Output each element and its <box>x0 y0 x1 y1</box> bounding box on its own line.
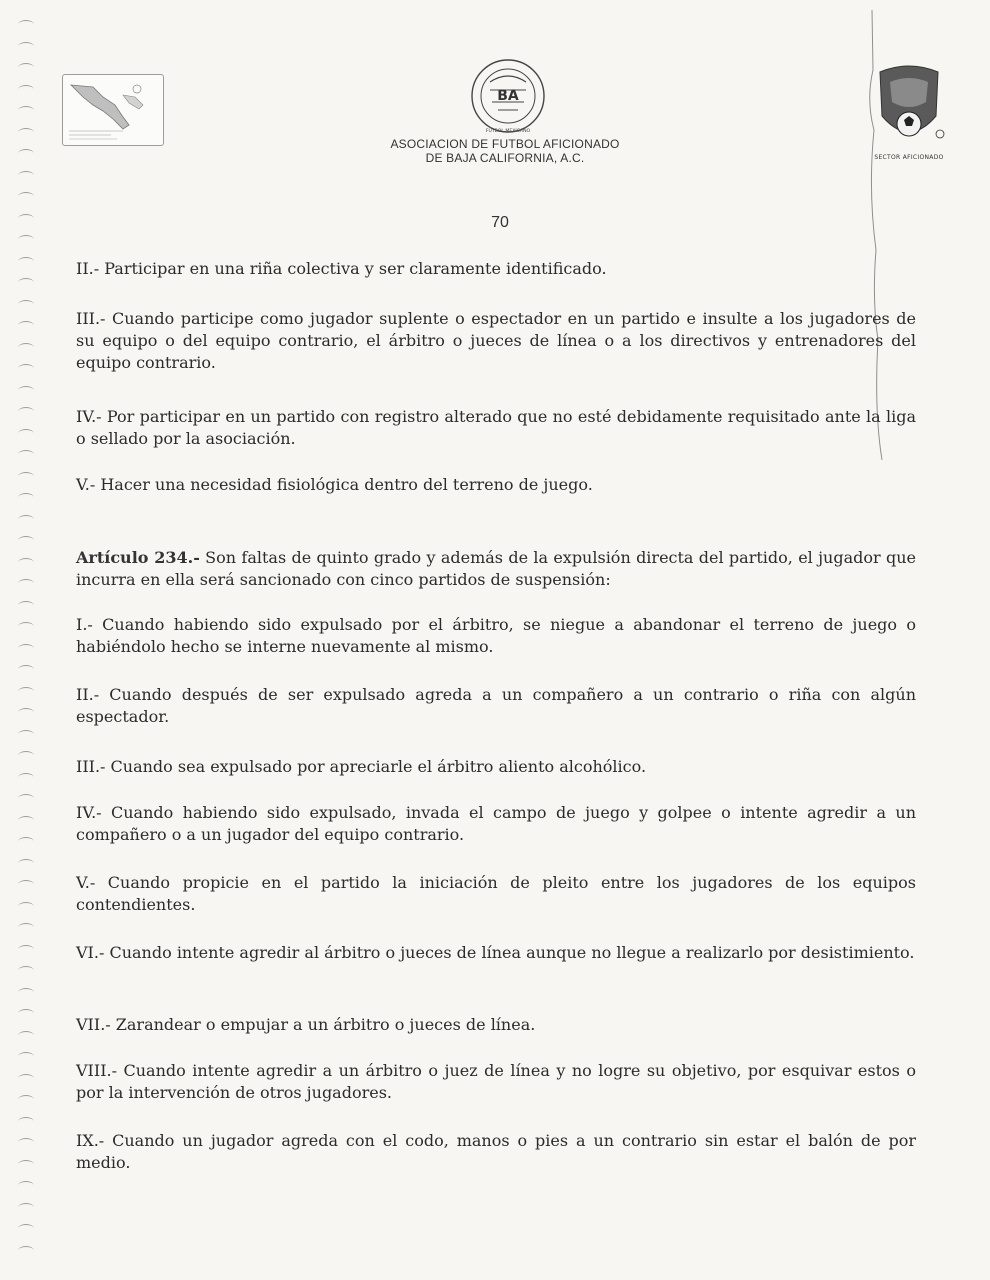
paragraph-label: II.- <box>76 685 100 704</box>
margin-scribble <box>858 10 908 470</box>
binder-mark <box>18 343 34 352</box>
binder-mark <box>18 687 34 696</box>
paragraph-text: Por participar en un partido con registro alterado que no esté debidamente requisitado ante la liga o sellado por la asociación. <box>76 407 916 448</box>
asociacion-logo <box>468 56 548 136</box>
binder-mark <box>18 816 34 825</box>
paragraph-label: V.- <box>76 475 96 494</box>
binder-mark <box>18 364 34 373</box>
binder-mark <box>18 988 34 997</box>
binder-mark <box>18 278 34 287</box>
list-item <box>76 802 916 846</box>
binder-mark <box>18 1138 34 1147</box>
binder-mark <box>18 472 34 481</box>
binder-mark <box>18 1074 34 1083</box>
binder-mark <box>18 536 34 545</box>
binder-mark <box>18 1203 34 1212</box>
paragraph-label: Artículo 234.- <box>76 548 200 567</box>
org-name-line-1: ASOCIACION DE FUTBOL AFICIONADO <box>390 137 620 151</box>
binder-mark <box>18 751 34 760</box>
list-item <box>76 872 916 916</box>
paragraph-text: Hacer una necesidad fisiológica dentro del terreno de juego. <box>95 475 593 494</box>
binder-mark <box>18 63 34 72</box>
binder-mark <box>18 794 34 803</box>
binder-mark <box>18 321 34 330</box>
article-paragraph <box>76 547 916 591</box>
paragraph-text: Cuando participe como jugador suplente o espectador en un partido e insulte a los jugadores de su equipo o del equipo contrario, el árbitro o jueces de línea o a los directivos y entrenadores del equipo contrario. <box>76 309 916 372</box>
binder-mark <box>18 966 34 975</box>
binder-mark <box>18 880 34 889</box>
binder-mark <box>18 450 34 459</box>
binder-mark <box>18 730 34 739</box>
list-item <box>76 756 916 778</box>
list-item <box>76 942 916 964</box>
paragraph-text: Cuando después de ser expulsado agreda a un compañero a un contrario o riña con algún espectador. <box>76 685 916 726</box>
binder-mark <box>18 923 34 932</box>
binder-mark <box>18 171 34 180</box>
paragraph-text: Son faltas de quinto grado y además de la expulsión directa del partido, el jugador que incurra en ella será sancionado con cinco partidos de suspensión: <box>76 548 917 589</box>
paragraph-label: V.- <box>76 873 96 892</box>
binder-mark <box>18 235 34 244</box>
paragraph-text: Cuando habiendo sido expulsado por el árbitro, se niegue a abandonar el terreno de juego o habiéndolo hecho se interne nuevamente al mismo. <box>76 615 916 656</box>
paragraph-label: VI.- <box>76 943 105 962</box>
binder-mark <box>18 128 34 137</box>
paragraph-text: Participar en una riña colectiva y ser claramente identificado. <box>99 259 607 278</box>
list-item <box>76 474 916 496</box>
binder-mark <box>18 859 34 868</box>
list-item <box>76 1130 916 1174</box>
binder-mark <box>18 622 34 631</box>
binder-mark <box>18 85 34 94</box>
page-number: 70 <box>491 214 509 231</box>
sector-aficionado-caption: SECTOR AFICIONADO <box>874 154 944 161</box>
paragraph-label: IV.- <box>76 803 102 822</box>
binder-mark <box>18 837 34 846</box>
binder-mark <box>18 429 34 438</box>
paragraph-label: VII.- <box>76 1015 111 1034</box>
binder-mark <box>18 1181 34 1190</box>
paragraph-text: Cuando intente agredir a un árbitro o juez de línea y no logre su objetivo, por esquivar estos o por la intervención de otros jugadores. <box>76 1061 916 1102</box>
organization-name <box>330 137 680 165</box>
binder-mark <box>18 149 34 158</box>
paragraph-text: Cuando sea expulsado por apreciarle el árbitro aliento alcohólico. <box>105 757 647 776</box>
binder-mark <box>18 1009 34 1018</box>
binder-mark <box>18 257 34 266</box>
binder-mark <box>18 601 34 610</box>
binder-mark <box>18 106 34 115</box>
map-icon <box>63 75 163 145</box>
paragraph-label: IV.- <box>76 407 102 426</box>
list-item <box>76 684 916 728</box>
binder-mark <box>18 558 34 567</box>
list-item <box>76 1060 916 1104</box>
org-name-line-2: DE BAJA CALIFORNIA, A.C. <box>425 151 585 165</box>
svg-text:FUTBOL MEXICANO: FUTBOL MEXICANO <box>485 129 531 134</box>
binder-mark <box>18 42 34 51</box>
binder-mark <box>18 945 34 954</box>
list-item <box>76 406 916 450</box>
paragraph-label: IX.- <box>76 1131 105 1150</box>
binder-mark <box>18 493 34 502</box>
binder-marks <box>14 20 40 1270</box>
binder-mark <box>18 902 34 911</box>
svg-text:BA: BA <box>497 88 519 104</box>
binder-mark <box>18 1224 34 1233</box>
binder-mark <box>18 515 34 524</box>
binder-mark <box>18 1246 34 1255</box>
association-emblem-icon <box>468 56 548 136</box>
paragraph-text: Cuando intente agredir al árbitro o jueces de línea aunque no llegue a realizarlo por desistimiento. <box>104 943 915 962</box>
binder-mark <box>18 1052 34 1061</box>
list-item <box>76 1014 916 1036</box>
paragraph-label: II.- <box>76 259 100 278</box>
binder-mark <box>18 644 34 653</box>
binder-mark <box>18 579 34 588</box>
binder-mark <box>18 214 34 223</box>
paragraph-label: III.- <box>76 757 106 776</box>
binder-mark <box>18 192 34 201</box>
binder-mark <box>18 1160 34 1169</box>
list-item <box>76 258 916 280</box>
binder-mark <box>18 1095 34 1104</box>
baja-california-map-logo <box>62 74 164 146</box>
binder-mark <box>18 20 34 29</box>
binder-mark <box>18 773 34 782</box>
binder-mark <box>18 407 34 416</box>
paragraph-label: III.- <box>76 309 106 328</box>
paragraph-label: VIII.- <box>76 1061 118 1080</box>
list-item <box>76 308 916 374</box>
list-item <box>76 614 916 658</box>
binder-mark <box>18 665 34 674</box>
paragraph-text: Zarandear o empujar a un árbitro o jueces de línea. <box>110 1015 536 1034</box>
binder-mark <box>18 386 34 395</box>
paragraph-label: I.- <box>76 615 93 634</box>
paragraph-text: Cuando propicie en el partido la iniciación de pleito entre los jugadores de los equipos contendientes. <box>76 873 916 914</box>
binder-mark <box>18 1031 34 1040</box>
paragraph-text: Cuando un jugador agreda con el codo, manos o pies a un contrario sin estar el balón de por medio. <box>76 1131 916 1172</box>
binder-mark <box>18 300 34 309</box>
binder-mark <box>18 708 34 717</box>
paragraph-text: Cuando habiendo sido expulsado, invada el campo de juego y golpee o intente agredir a un compañero o a un jugador del equipo contrario. <box>76 803 916 844</box>
binder-mark <box>18 1117 34 1126</box>
